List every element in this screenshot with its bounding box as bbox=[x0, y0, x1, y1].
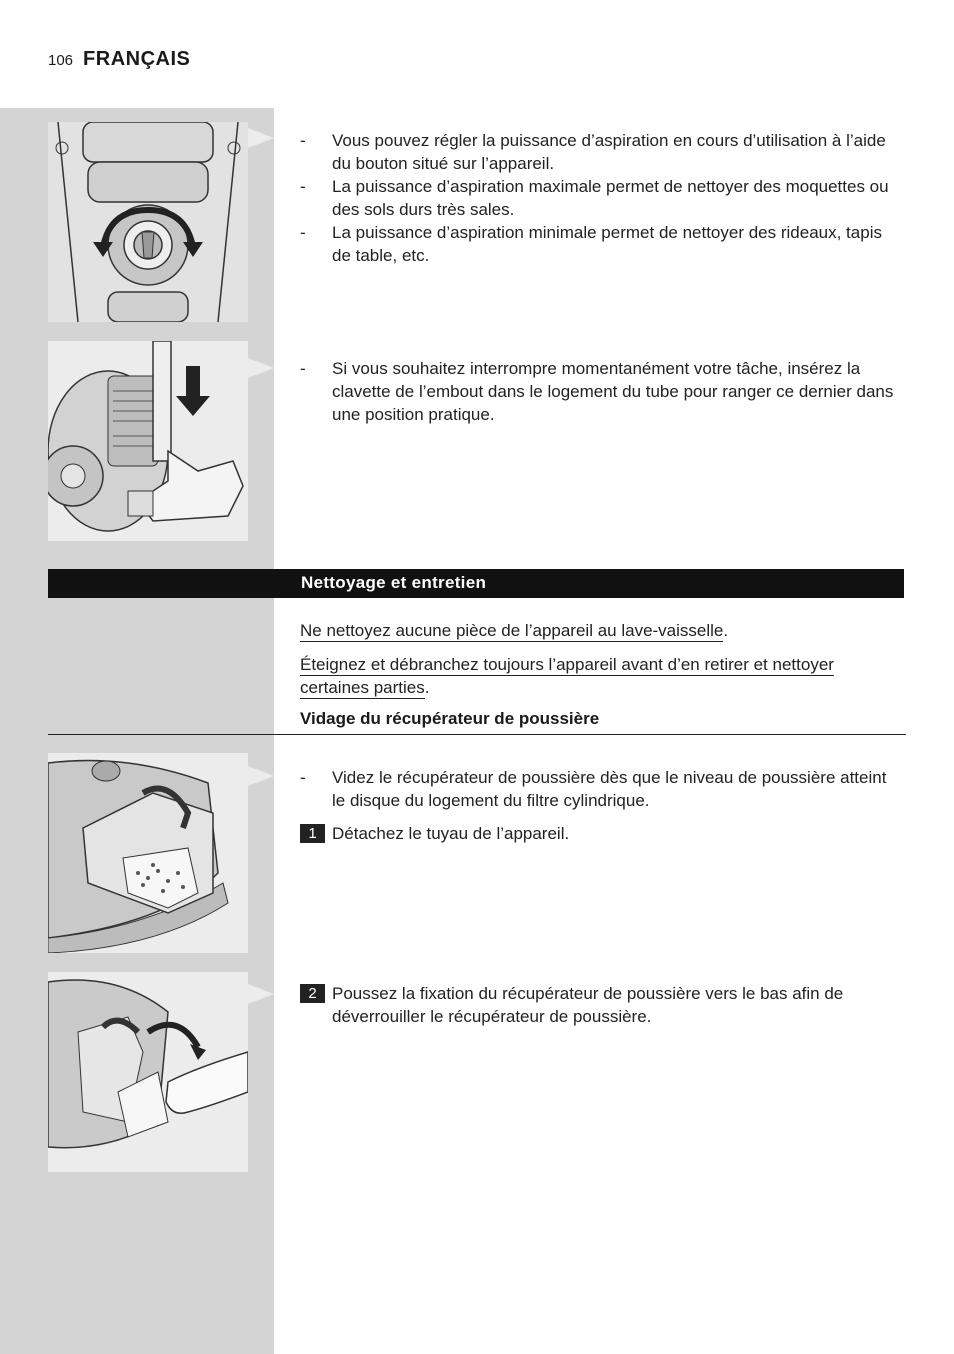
bullet-dash: - bbox=[300, 223, 306, 242]
bullet-text: Vous pouvez régler la puissance d’aspiration en cours d’utilisation à l’aide du bouton situé sur l’appareil. bbox=[332, 131, 886, 173]
figure-pointer bbox=[248, 984, 274, 1004]
warning-text: Éteignez et débranchez toujours l’appareil avant d’en retirer et nettoyer certaines parties bbox=[300, 655, 834, 697]
step-2 bbox=[300, 982, 904, 1028]
step-text: Détachez le tuyau de l’appareil. bbox=[332, 824, 570, 843]
language-title: FRANÇAIS bbox=[83, 48, 191, 70]
figure-park-position bbox=[48, 341, 248, 541]
bullet-dash: - bbox=[300, 359, 306, 378]
figure-pointer bbox=[248, 358, 274, 378]
block-park-position bbox=[300, 357, 904, 426]
warning-text: Ne nettoyez aucune pièce de l’appareil au lave-vaisselle bbox=[300, 621, 724, 640]
sub-heading-rule bbox=[48, 734, 906, 735]
bullet-item bbox=[300, 175, 904, 221]
figure-pointer bbox=[248, 128, 274, 148]
bullet-text: La puissance d’aspiration minimale permet de nettoyer des rideaux, tapis de table, etc. bbox=[332, 223, 882, 265]
step-1 bbox=[300, 822, 904, 845]
block-empty-dust bbox=[300, 766, 904, 845]
bullet-text: La puissance d’aspiration maximale permet de nettoyer des moquettes ou des sols durs très sales. bbox=[332, 177, 889, 219]
block-release-container bbox=[300, 982, 904, 1028]
step-number: 2 bbox=[300, 984, 325, 1003]
warning-unplug bbox=[300, 653, 904, 699]
section-header-bar bbox=[48, 569, 904, 598]
figure-suction-knob bbox=[48, 122, 248, 322]
bullet-item bbox=[300, 357, 904, 426]
step-text: Poussez la fixation du récupérateur de poussière vers le bas afin de déverrouiller le récupérateur de poussière. bbox=[332, 984, 844, 1026]
section-title: Nettoyage et entretien bbox=[301, 573, 487, 592]
figure-pointer bbox=[248, 766, 274, 786]
page-number: 106 bbox=[48, 52, 74, 69]
warning-dishwasher bbox=[300, 619, 904, 642]
bullet-item bbox=[300, 221, 904, 267]
bullet-dash: - bbox=[300, 131, 306, 150]
bullet-item bbox=[300, 129, 904, 175]
bullet-item bbox=[300, 766, 904, 812]
warning-period: . bbox=[424, 678, 430, 697]
step-number: 1 bbox=[300, 824, 325, 843]
sub-heading: Vidage du récupérateur de poussière bbox=[300, 709, 600, 728]
bullet-text: Si vous souhaitez interrompre momentanément votre tâche, insérez la clavette de l’embout dans le logement du tube pour ranger ce dernier dans une position pratique. bbox=[332, 359, 894, 424]
bullet-text: Videz le récupérateur de poussière dès que le niveau de poussière atteint le disque du logement du filtre cylindrique. bbox=[332, 768, 887, 810]
block-suction-power bbox=[300, 129, 904, 267]
page-header bbox=[48, 48, 190, 76]
warning-period: . bbox=[723, 621, 729, 640]
figure-dust-container bbox=[48, 753, 248, 953]
figure-release-container bbox=[48, 972, 248, 1172]
bullet-dash: - bbox=[300, 177, 306, 196]
bullet-dash: - bbox=[300, 768, 306, 787]
